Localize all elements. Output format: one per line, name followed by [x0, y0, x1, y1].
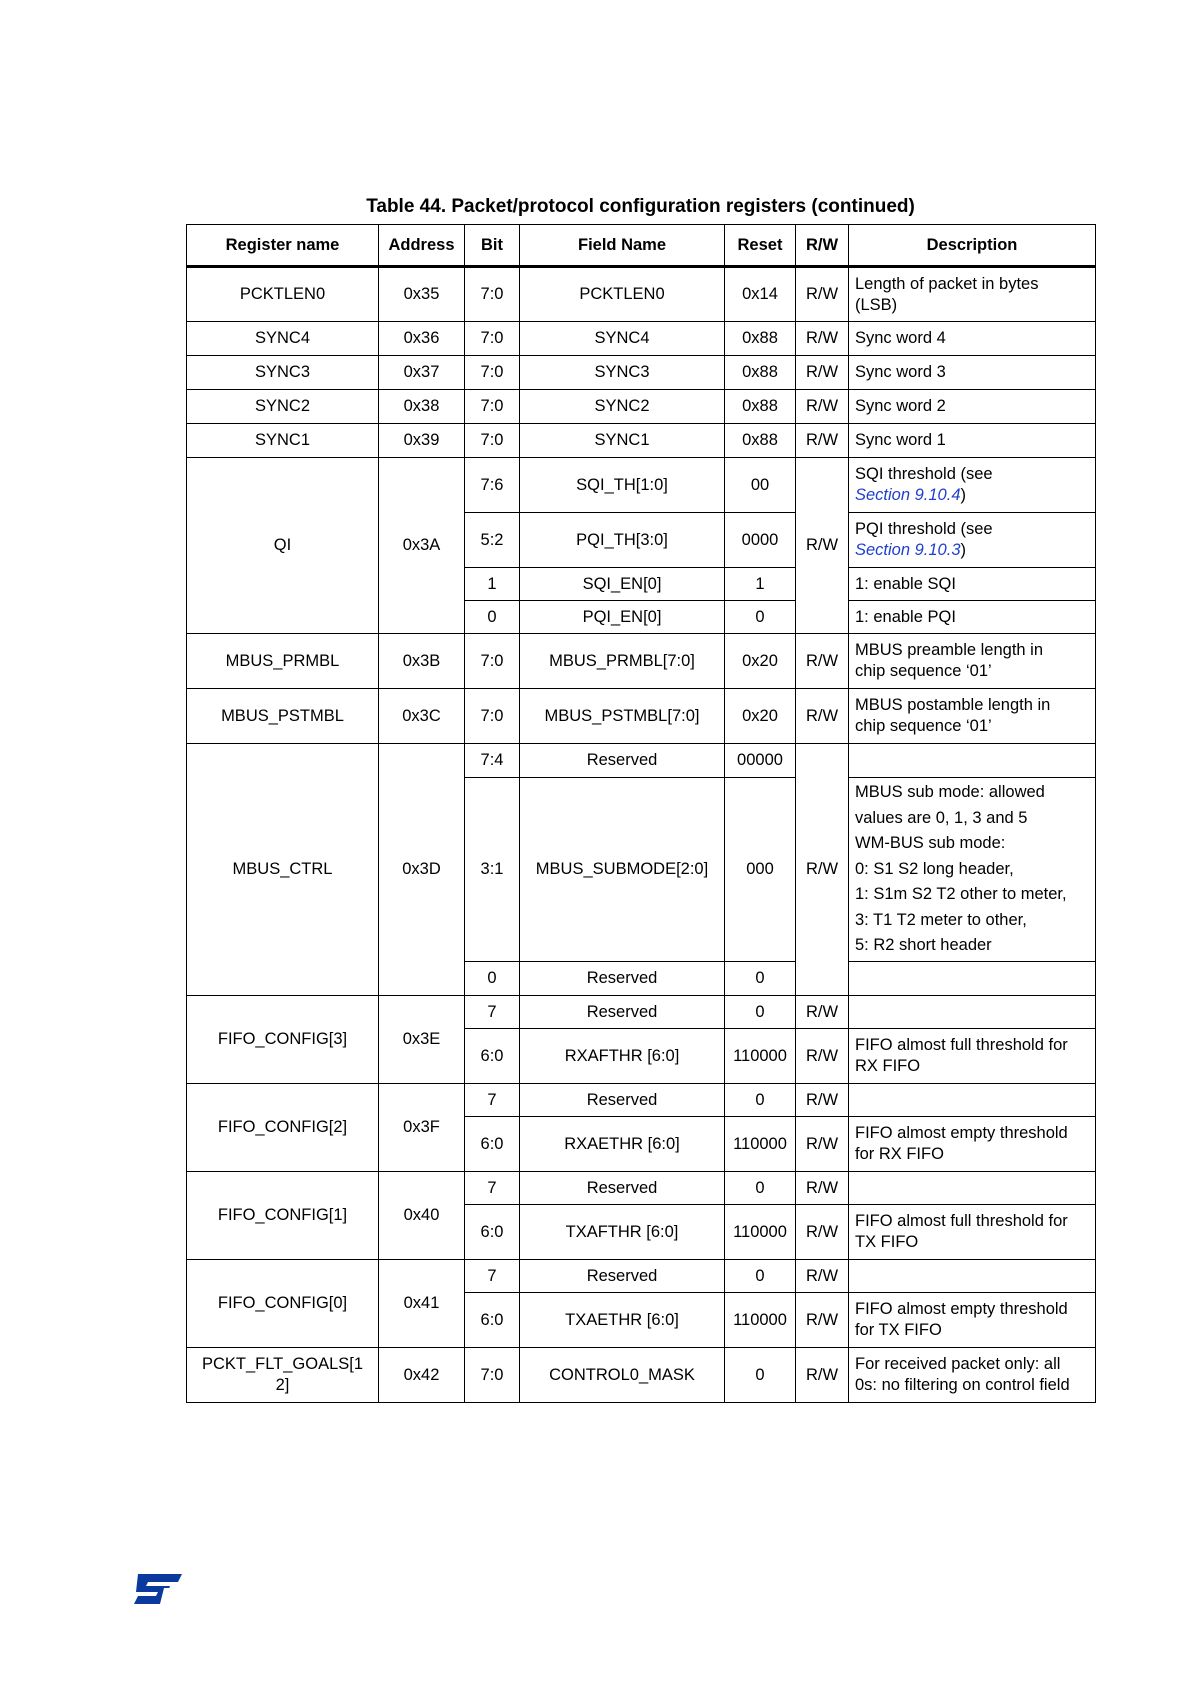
description: [849, 744, 1096, 778]
col-register-name: Register name: [187, 225, 379, 267]
rw: R/W: [796, 689, 849, 744]
field-name: MBUS_SUBMODE[2:0]: [520, 778, 725, 962]
description: [849, 1117, 1096, 1172]
bit: 6:0: [465, 1293, 520, 1348]
bit: 0: [465, 962, 520, 996]
reset: 0x88: [725, 424, 796, 458]
description: [849, 513, 1096, 568]
reset: 0: [725, 601, 796, 634]
description-line: 1: S1m S2 T2 other to meter,: [855, 885, 1067, 904]
address: 0x42: [379, 1348, 465, 1403]
bit: 6:0: [465, 1205, 520, 1260]
reset: 0x88: [725, 322, 796, 356]
description-line: 3: T1 T2 meter to other,: [855, 910, 1027, 929]
description: [849, 689, 1096, 744]
description-line: 5: R2 short header: [855, 936, 992, 955]
address: 0x41: [379, 1260, 465, 1348]
reset: 0x88: [725, 390, 796, 424]
description: [849, 996, 1096, 1029]
reset: 0: [725, 996, 796, 1029]
field-name: Reserved: [520, 996, 725, 1029]
rw: R/W: [796, 356, 849, 390]
description: Sync word 1: [849, 424, 1096, 458]
field-name: Reserved: [520, 1084, 725, 1117]
description-line: chip sequence ‘01’: [855, 662, 992, 680]
reset: 0x88: [725, 356, 796, 390]
reset: 110000: [725, 1029, 796, 1084]
reset: 0: [725, 1260, 796, 1293]
rw: R/W: [796, 1260, 849, 1293]
reset: 0: [725, 1084, 796, 1117]
field-name: PQI_TH[3:0]: [520, 513, 725, 568]
reset: 110000: [725, 1117, 796, 1172]
rw: R/W: [796, 1117, 849, 1172]
description: [849, 634, 1096, 689]
description: Sync word 4: [849, 322, 1096, 356]
bit: 6:0: [465, 1029, 520, 1084]
field-name: Reserved: [520, 1260, 725, 1293]
register-name: MBUS_PRMBL: [187, 634, 379, 689]
bit: 3:1: [465, 778, 520, 962]
reset: 0: [725, 962, 796, 996]
register-name: SYNC1: [187, 424, 379, 458]
register-table: [186, 224, 1096, 1403]
description: [849, 1205, 1096, 1260]
address: 0x35: [379, 267, 465, 322]
description-line: 0s: no filtering on control field: [855, 1376, 1070, 1394]
field-name: Reserved: [520, 744, 725, 778]
reset: 0x20: [725, 689, 796, 744]
table-caption: Table 44. Packet/protocol configuration registers (continued): [366, 196, 915, 217]
description-line: TX FIFO: [855, 1233, 919, 1251]
rw: R/W: [796, 1205, 849, 1260]
address: 0x39: [379, 424, 465, 458]
field-name: MBUS_PRMBL[7:0]: [520, 634, 725, 689]
rw: R/W: [796, 322, 849, 356]
description-line: For received packet only: all: [855, 1355, 1061, 1373]
table-row: [187, 424, 1096, 458]
rw: R/W: [796, 996, 849, 1029]
reset: 0: [725, 1348, 796, 1403]
table-row: [187, 390, 1096, 424]
description-line: 0: S1 S2 long header,: [855, 859, 1014, 878]
reset: 0x20: [725, 634, 796, 689]
table-row: [187, 996, 1096, 1029]
table-row: [187, 1348, 1096, 1403]
field-name: SYNC4: [520, 322, 725, 356]
field-name: MBUS_PSTMBL[7:0]: [520, 689, 725, 744]
bit: 7:0: [465, 1348, 520, 1403]
bit: 7:0: [465, 424, 520, 458]
register-name-line: PCKT_FLT_GOALS[1: [201, 1355, 364, 1373]
reset: 000: [725, 778, 796, 962]
bit: 7:0: [465, 267, 520, 322]
table-row: [187, 267, 1096, 322]
reset: 00: [725, 458, 796, 513]
description: 1: enable PQI: [849, 601, 1096, 634]
reset: 0x14: [725, 267, 796, 322]
description-line: WM-BUS sub mode:: [855, 834, 1006, 853]
description-line: FIFO almost empty threshold: [855, 1124, 1068, 1142]
field-name: Reserved: [520, 962, 725, 996]
register-name: SYNC4: [187, 322, 379, 356]
bit: 7:0: [465, 322, 520, 356]
reset: 0000: [725, 513, 796, 568]
register-name: FIFO_CONFIG[3]: [187, 996, 379, 1084]
description: [849, 267, 1096, 322]
bit: 7:0: [465, 634, 520, 689]
field-name: SYNC1: [520, 424, 725, 458]
section-link[interactable]: Section 9.10.3: [855, 541, 961, 559]
field-name: CONTROL0_MASK: [520, 1348, 725, 1403]
bit: 7:4: [465, 744, 520, 778]
bit: 7: [465, 996, 520, 1029]
description: [849, 1084, 1096, 1117]
bit: 7:0: [465, 356, 520, 390]
field-name: SYNC3: [520, 356, 725, 390]
reset: 110000: [725, 1205, 796, 1260]
address: 0x3C: [379, 689, 465, 744]
table-row: [187, 744, 1096, 778]
rw: R/W: [796, 390, 849, 424]
description-close: ): [960, 486, 966, 504]
address: 0x3E: [379, 996, 465, 1084]
st-logo: [134, 1574, 182, 1604]
register-name: FIFO_CONFIG[1]: [187, 1172, 379, 1260]
description-line: FIFO almost full threshold for: [855, 1212, 1068, 1230]
register-name: SYNC3: [187, 356, 379, 390]
rw: R/W: [796, 634, 849, 689]
reset: 0: [725, 1172, 796, 1205]
field-name: TXAETHR [6:0]: [520, 1293, 725, 1348]
rw: R/W: [796, 424, 849, 458]
description-line: for RX FIFO: [855, 1145, 944, 1163]
description: [849, 1029, 1096, 1084]
col-field-name: Field Name: [520, 225, 725, 267]
table-row: [187, 1260, 1096, 1293]
description-line: FIFO almost full threshold for: [855, 1036, 1068, 1054]
table-row: [187, 1172, 1096, 1205]
col-rw: R/W: [796, 225, 849, 267]
table-row: [187, 634, 1096, 689]
rw: R/W: [796, 744, 849, 996]
field-name: SQI_TH[1:0]: [520, 458, 725, 513]
col-address: Address: [379, 225, 465, 267]
address: 0x37: [379, 356, 465, 390]
address: 0x3A: [379, 458, 465, 634]
description-line: FIFO almost empty threshold: [855, 1300, 1068, 1318]
description-line: MBUS sub mode: allowed: [855, 783, 1045, 802]
field-name: PCKTLEN0: [520, 267, 725, 322]
description-line: for TX FIFO: [855, 1321, 942, 1339]
description: [849, 962, 1096, 996]
register-name: MBUS_CTRL: [187, 744, 379, 996]
rw: R/W: [796, 1172, 849, 1205]
register-name: FIFO_CONFIG[0]: [187, 1260, 379, 1348]
bit: 5:2: [465, 513, 520, 568]
col-reset: Reset: [725, 225, 796, 267]
reset: 00000: [725, 744, 796, 778]
field-name: PQI_EN[0]: [520, 601, 725, 634]
register-name: PCKTLEN0: [187, 267, 379, 322]
rw: R/W: [796, 1348, 849, 1403]
section-link[interactable]: Section 9.10.4: [855, 486, 961, 504]
col-description: Description: [849, 225, 1096, 267]
field-name: TXAFTHR [6:0]: [520, 1205, 725, 1260]
description-line: PQI threshold (see: [855, 520, 993, 538]
table-row: [187, 689, 1096, 744]
register-name: [187, 1348, 379, 1403]
address: 0x38: [379, 390, 465, 424]
field-name: RXAFTHR [6:0]: [520, 1029, 725, 1084]
register-name: QI: [187, 458, 379, 634]
bit: 7: [465, 1172, 520, 1205]
field-name: SQI_EN[0]: [520, 568, 725, 601]
description-close: ): [960, 541, 966, 559]
table-row: [187, 356, 1096, 390]
register-name-line: 2]: [275, 1376, 290, 1394]
bit: 7:6: [465, 458, 520, 513]
description-line: RX FIFO: [855, 1057, 921, 1075]
description: [849, 1348, 1096, 1403]
header-row: [187, 225, 1096, 267]
register-name: MBUS_PSTMBL: [187, 689, 379, 744]
bit: 7:0: [465, 390, 520, 424]
description: [849, 1172, 1096, 1205]
description-line: values are 0, 1, 3 and 5: [855, 808, 1028, 827]
field-name: Reserved: [520, 1172, 725, 1205]
table-row: [187, 322, 1096, 356]
address: 0x3F: [379, 1084, 465, 1172]
col-bit: Bit: [465, 225, 520, 267]
rw: R/W: [796, 267, 849, 322]
register-name: SYNC2: [187, 390, 379, 424]
description-line: chip sequence ‘01’: [855, 717, 992, 735]
field-name: RXAETHR [6:0]: [520, 1117, 725, 1172]
field-name: SYNC2: [520, 390, 725, 424]
description-line: (LSB): [855, 295, 898, 314]
register-name: FIFO_CONFIG[2]: [187, 1084, 379, 1172]
bit: 7:0: [465, 689, 520, 744]
description: [849, 458, 1096, 513]
description: [849, 1260, 1096, 1293]
description: 1: enable SQI: [849, 568, 1096, 601]
description-line: MBUS postamble length in: [855, 696, 1051, 714]
table-row: [187, 1084, 1096, 1117]
rw: R/W: [796, 1029, 849, 1084]
bit: 0: [465, 601, 520, 634]
address: 0x40: [379, 1172, 465, 1260]
address: 0x3B: [379, 634, 465, 689]
bit: 6:0: [465, 1117, 520, 1172]
description-line: MBUS preamble length in: [855, 641, 1044, 659]
description: Sync word 2: [849, 390, 1096, 424]
table-row: [187, 458, 1096, 513]
description: [849, 1293, 1096, 1348]
rw: R/W: [796, 1293, 849, 1348]
description-line: SQI threshold (see: [855, 465, 993, 483]
reset: 110000: [725, 1293, 796, 1348]
address: 0x3D: [379, 744, 465, 996]
address: 0x36: [379, 322, 465, 356]
rw: R/W: [796, 458, 849, 634]
bit: 7: [465, 1260, 520, 1293]
description: Sync word 3: [849, 356, 1096, 390]
rw: R/W: [796, 1084, 849, 1117]
bit: 1: [465, 568, 520, 601]
reset: 1: [725, 568, 796, 601]
description: [849, 778, 1096, 962]
description-line: Length of packet in bytes: [855, 274, 1039, 293]
bit: 7: [465, 1084, 520, 1117]
